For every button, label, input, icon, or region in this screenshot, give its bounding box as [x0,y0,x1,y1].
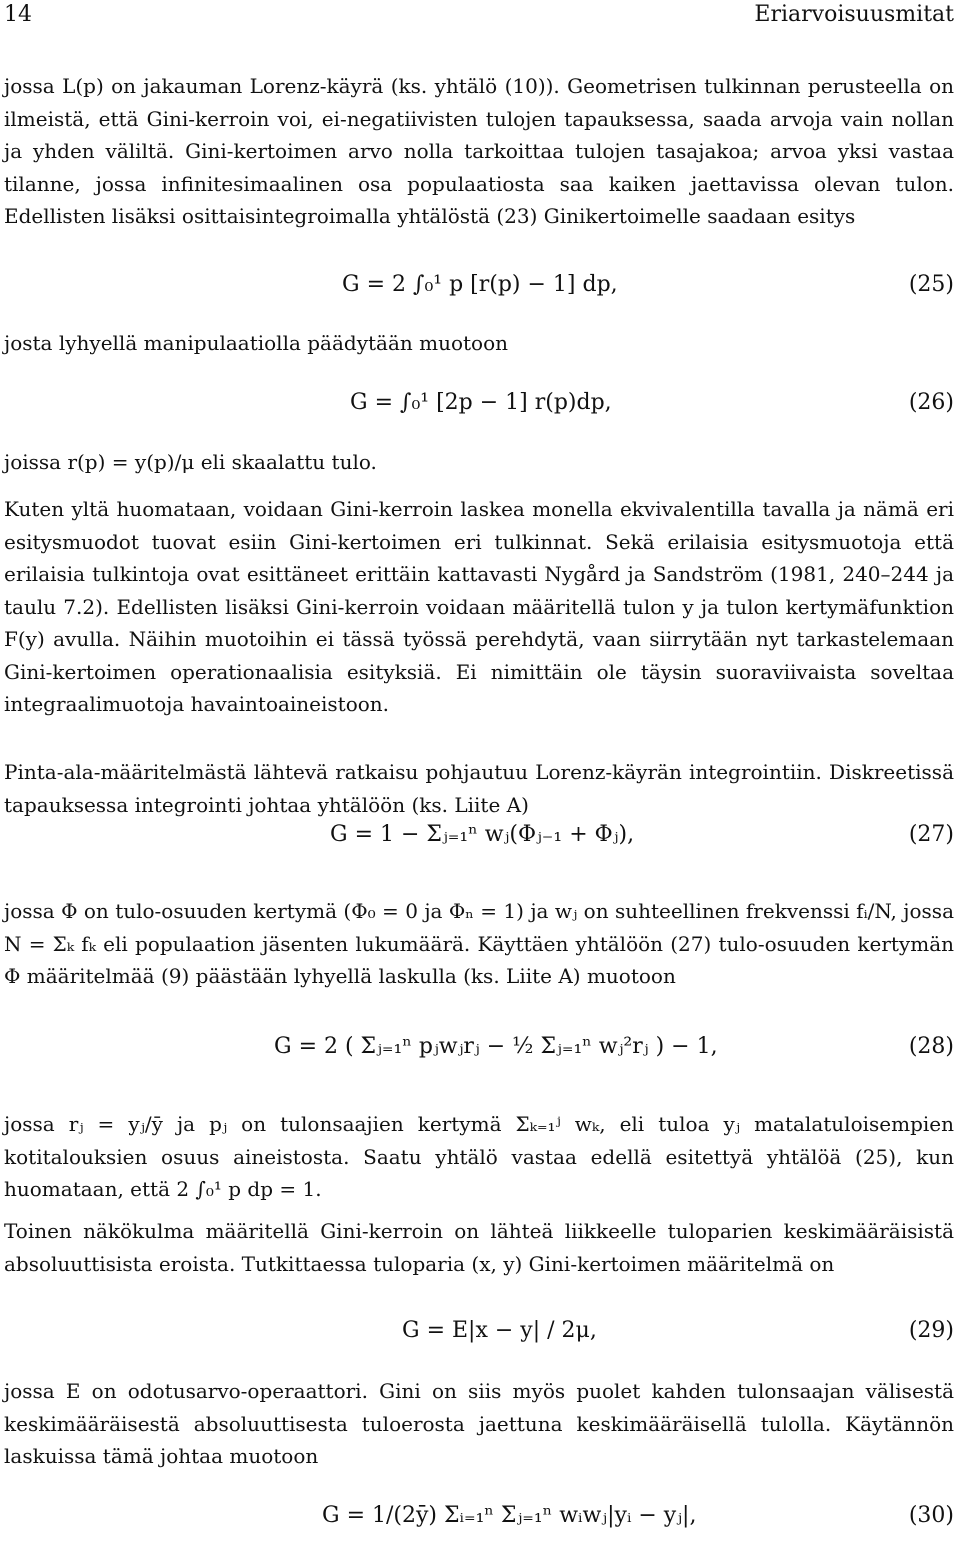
equation-28-body: G = 2 ( Σⱼ₌₁ⁿ pⱼwⱼrⱼ − ½ Σⱼ₌₁ⁿ wⱼ²rⱼ ) − 1, [274,1034,718,1059]
equation-27 [4,822,954,862]
equation-25-number: (25) [908,272,954,297]
equation-27-number: (27) [908,822,954,847]
equation-26-body: G = ∫₀¹ [2p − 1] r(p)dp, [350,390,612,415]
paragraph-4: Kuten yltä huomataan, voidaan Gini-kerroin laskea monella ekvivalentilla tavalla ja nämä eri esitysmuodot tuovat esiin Gini-kertoimen eri tulkinnat. Sekä erilaisia esitysmuotoja että erilaisia tulkintoja ovat esittäneet erittäin kattavasti Nygård ja Sandström (1981, 240–244 ja taulu 7.2). Edellisten lisäksi Gini-kerroin voidaan määritellä tulon y ja tulon kertymäfunktion F(y) avulla. Näihin muotoihin ei tässä työssä perehdytä, vaan siirrytään nyt tarkastelemaan Gini-kertoimen operationaalisia esityksiä. Ei nimittäin ole täysin suoraviivaista soveltaa integraalimuotoja havaintoaineistoon. [4,497,954,716]
paragraph-7: jossa rⱼ = yⱼ/ȳ ja pⱼ on tulonsaajien kertymä Σₖ₌₁ʲ wₖ, eli tuloa yⱼ matalatuloisempien kotitalouksien osuus aineistosta. Saatu yhtälö vastaa edellä esitettyä yhtälöä (25), kun huomataan, että 2 ∫₀¹ p dp = 1. [4,1112,954,1201]
equation-25 [4,272,954,312]
paragraph-2: josta lyhyellä manipulaatiolla päädytään muotoon [4,331,509,355]
equation-30 [4,1503,954,1543]
equation-30-body: G = 1/(2ȳ) Σᵢ₌₁ⁿ Σⱼ₌₁ⁿ wᵢwⱼ|yᵢ − yⱼ|, [322,1503,697,1528]
equation-28-number: (28) [908,1034,954,1059]
equation-29-body: G = E|x − y| / 2μ, [402,1318,597,1343]
paragraph-8: Toinen näkökulma määritellä Gini-kerroin on lähteä liikkeelle tuloparien keskimääräisistä absoluuttisista eroista. Tutkittaessa tuloparia (x, y) Gini-kertoimen määritelmä on [4,1219,954,1276]
paragraph-9: jossa E on odotusarvo-operaattori. Gini on siis myös puolet kahden tulonsaajan välisestä keskimääräisestä absoluuttisesta tuloerosta jaettuna keskimääräisellä tulolla. Käytännön laskuissa tämä johtaa muotoon [4,1379,954,1468]
equation-26-number: (26) [908,390,954,415]
equation-26 [4,390,954,430]
paragraph-1: jossa L(p) on jakauman Lorenz-käyrä (ks. yhtälö (10)). Geometrisen tulkinnan perusteella on ilmeistä, että Gini-kerroin voi, ei-negatiivisten tulojen tapauksessa, saada arvoja vain nollan ja yhden väliltä. Gini-kertoimen arvo nolla tarkoittaa tulojen tasajakoa; arvoa yksi vastaa tilanne, jossa infinitesimaalinen osa populaatiosta saa kaiken jaettavissa olevan tulon. Edellisten lisäksi osittaisintegroimalla yhtälöstä (23) Ginikertoimelle saadaan esitys [4,74,954,228]
equation-27-body: G = 1 − Σⱼ₌₁ⁿ wⱼ(Φⱼ₋₁ + Φⱼ), [330,822,635,847]
equation-29-number: (29) [908,1318,954,1343]
paragraph-6: jossa Φ on tulo-osuuden kertymä (Φ₀ = 0 ja Φₙ = 1) ja wⱼ on suhteellinen frekvenssi fᵢ/N, jossa N = Σₖ fₖ eli populaation jäsenten lukumäärä. Käyttäen yhtälöön (27) tulo-osuuden kertymän Φ määritelmää (9) päästään lyhyellä laskulla (ks. Liite A) muotoon [4,899,954,988]
paragraph-5: Pinta-ala-määritelmästä lähtevä ratkaisu pohjautuu Lorenz-käyrän integrointiin. Diskreetissä tapauksessa integrointi johtaa yhtälöön (ks. Liite A) [4,760,954,817]
equation-28 [4,1034,954,1074]
paragraph-3: joissa r(p) = y(p)/μ eli skaalattu tulo. [4,450,377,474]
page-number: 14 [4,2,32,27]
equation-29 [4,1318,954,1358]
page-header [4,2,954,28]
equation-30-number: (30) [908,1503,954,1528]
running-title: Eriarvoisuusmitat [754,2,954,27]
equation-25-body: G = 2 ∫₀¹ p [r(p) − 1] dp, [342,272,618,297]
